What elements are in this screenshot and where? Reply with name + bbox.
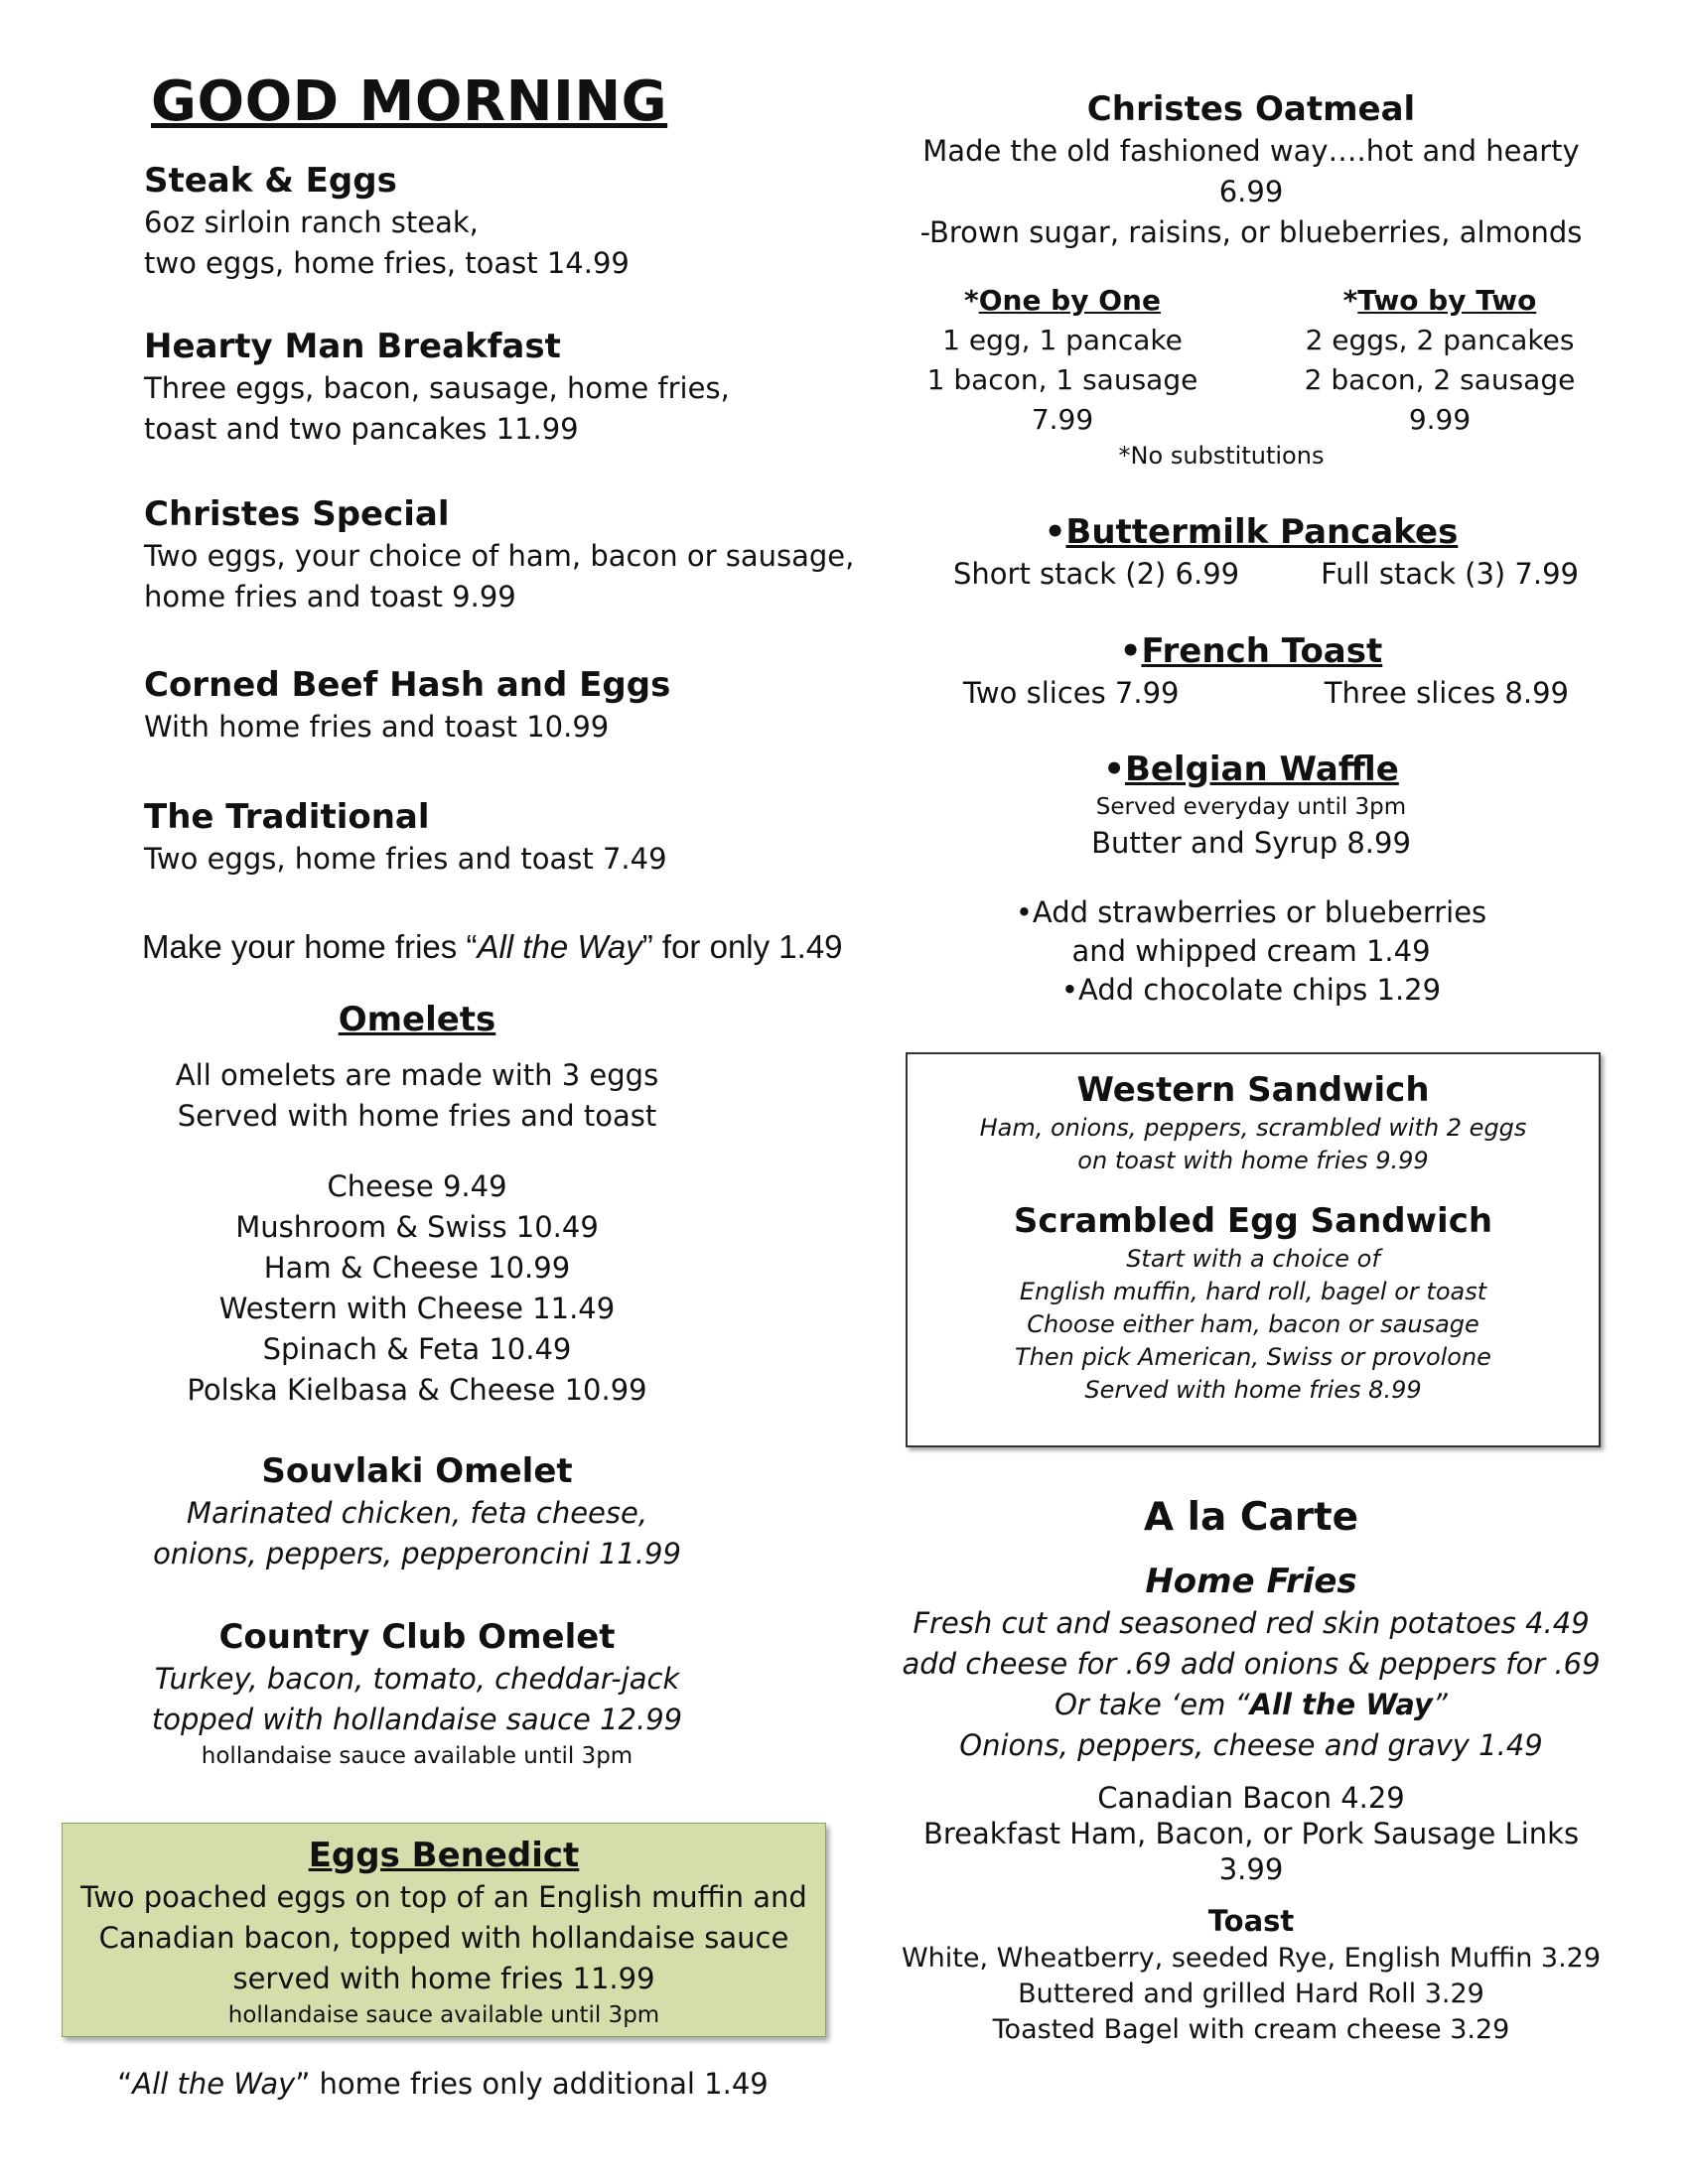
home-fries-line: add cheese for .69 add onions & peppers for .69 [902,1647,1601,1681]
item-line: Marinated chicken, feta cheese, [186,1496,648,1530]
omelets-section [139,998,695,1411]
item-line: Two eggs, your choice of ham, bacon or sausage, [144,539,855,573]
item-line: With home fries and toast 10.99 [144,710,610,744]
combo-two-by-two: *Two by Two 2 eggs, 2 pancakes 2 bacon, 2 sausage 9.99 [1271,281,1609,440]
item-name: The Traditional [144,797,430,837]
item-name: Hearty Man Breakfast [144,327,561,366]
sandwich-line: English muffin, hard roll, bagel or toast [1019,1278,1487,1305]
item-name: Corned Beef Hash and Eggs [144,665,671,705]
hollandaise-note: hollandaise sauce available until 3pm [201,1743,633,1769]
item-name: Christes Oatmeal [1086,89,1416,129]
omelets-heading: Omelets [338,1000,496,1039]
hollandaise-note: hollandaise sauce available until 3pm [227,2002,660,2028]
souvlaki-omelet [139,1449,695,1574]
home-fries-line: Fresh cut and seasoned red skin potatoes 4.49 [913,1606,1590,1640]
meat-line: Breakfast Ham, Bacon, or Pork Sausage Links 3.99 [922,1817,1580,1886]
eggs-benedict-title: Eggs Benedict [308,1836,580,1875]
combo-line: 2 bacon, 2 sausage [1304,363,1576,396]
waffle-note: Served everyday until 3pm [1095,794,1407,820]
item-name: Belgian Waffle [1124,750,1399,789]
benedict-line: Canadian bacon, topped with hollandaise sauce [98,1921,789,1955]
eggs-benedict-box [62,1823,826,2037]
sandwich-line: Served with home fries 8.99 [1084,1376,1422,1404]
addon-line: •Add chocolate chips 1.29 [1060,973,1442,1007]
sandwich-line: Start with a choice of [1126,1245,1380,1273]
country-club-omelet [139,1615,695,1772]
combo-name: One by One [978,284,1161,317]
combos-section [894,281,1609,472]
item-name: Buttermilk Pancakes [1065,512,1459,552]
menu-item-hearty-man [144,325,839,450]
omelet-option: Mushroom & Swiss 10.49 [235,1210,599,1244]
item-name: Souvlaki Omelet [261,1451,573,1491]
item-line: Made the old fashioned way….hot and hearty 6.99 [922,134,1580,208]
combo-price: 9.99 [1408,403,1472,436]
footer-note: “All the Way” home fries only additional 1.49 [117,2067,769,2101]
item-line: -Brown sugar, raisins, or blueberries, almonds [919,215,1583,249]
addon-line: and whipped cream 1.49 [1071,934,1431,968]
item-name: Christes Special [144,494,450,534]
page-title: GOOD MORNING [151,69,668,134]
item-name: Country Club Omelet [218,1617,616,1657]
combo-line: 1 bacon, 1 sausage [926,363,1198,396]
all-the-way-note: Make your home fries “All the Way” for only 1.49 [142,928,843,965]
toast-line: Toasted Bagel with cream cheese 3.29 [992,2014,1510,2045]
item-line: two eggs, home fries, toast 14.99 [144,246,630,280]
omelet-option: Western with Cheese 11.49 [218,1292,616,1325]
alacarte-section [894,1492,1609,2048]
waffle-section: •Belgian Waffle Served everyday until 3pm Butter and Syrup 8.99 [894,748,1609,864]
item-line: topped with hollandaise sauce 12.99 [151,1703,683,1736]
alacarte-heading: A la Carte [1143,1495,1359,1540]
combo-line: 2 eggs, 2 pancakes [1305,324,1575,356]
french-toast-section: •French Toast Two slices 7.99 Three slices 8.99 [894,629,1609,714]
toast-title: Toast [1207,1904,1295,1938]
item-line: Turkey, bacon, tomato, cheddar-jack [154,1662,680,1696]
western-sandwich-title: Western Sandwich [1076,1070,1430,1110]
addon-line: •Add strawberries or blueberries [1015,895,1487,929]
menu-item-traditional [144,795,839,880]
omelets-intro-line: Served with home fries and toast [177,1099,657,1133]
combo-price: 7.99 [1031,403,1094,436]
item-line: home fries and toast 9.99 [144,580,516,614]
item-line: Two eggs, home fries and toast 7.49 [144,842,667,876]
pancakes-section: •Buttermilk Pancakes Short stack (2) 6.99 Full stack (3) 7.99 [894,510,1609,595]
meat-line: Canadian Bacon 4.29 [1097,1781,1405,1815]
item-line: onions, peppers, pepperoncini 11.99 [153,1537,681,1570]
combo-one-by-one: *One by One 1 egg, 1 pancake 1 bacon, 1 sausage 7.99 [894,281,1231,440]
item-name: French Toast [1141,631,1383,671]
item-line: Three eggs, bacon, sausage, home fries, [144,371,730,405]
french-toast-two: Two slices 7.99 [963,676,1180,710]
combo-name: Two by Two [1357,284,1537,317]
scrambled-sandwich-title: Scrambled Egg Sandwich [1013,1201,1493,1241]
item-name: Steak & Eggs [144,161,397,201]
menu-item-steak-eggs [144,159,839,284]
addons-section [894,893,1609,1010]
sandwich-line: on toast with home fries 9.99 [1077,1147,1429,1174]
sandwich-box [906,1052,1601,1447]
omelet-option: Cheese 9.49 [327,1169,507,1203]
toast-line: Buttered and grilled Hard Roll 3.29 [1018,1979,1484,2009]
omelets-intro-line: All omelets are made with 3 eggs [175,1058,659,1092]
no-substitutions-note: *No substitutions [1118,442,1325,470]
home-fries-line: Or take ‘em “All the Way” [1055,1688,1448,1721]
sandwich-line: Ham, onions, peppers, scrambled with 2 eggs [979,1114,1527,1142]
sandwich-line: Choose either ham, bacon or sausage [1027,1310,1479,1338]
benedict-line: served with home fries 11.99 [232,1962,655,1995]
omelet-option: Spinach & Feta 10.49 [262,1332,572,1366]
benedict-line: Two poached eggs on top of an English muffin and [80,1880,807,1914]
combo-line: 1 egg, 1 pancake [942,324,1183,356]
pancake-full: Full stack (3) 7.99 [1321,557,1579,591]
menu-item-christes-special [144,492,859,617]
oatmeal-section [894,87,1609,253]
menu-item-corned-beef [144,663,839,748]
sandwich-line: Then pick American, Swiss or provolone [1015,1343,1491,1371]
omelet-option: Ham & Cheese 10.99 [263,1251,571,1285]
waffle-line: Butter and Syrup 8.99 [1091,826,1411,860]
home-fries-line: Onions, peppers, cheese and gravy 1.49 [959,1728,1543,1762]
french-toast-three: Three slices 8.99 [1324,676,1569,710]
omelet-option: Polska Kielbasa & Cheese 10.99 [187,1373,647,1407]
item-line: toast and two pancakes 11.99 [144,412,579,446]
toast-line: White, Wheatberry, seeded Rye, English Muffin 3.29 [901,1943,1602,1974]
item-line: 6oz sirloin ranch steak, [144,205,479,239]
home-fries-title: Home Fries [1145,1562,1357,1601]
pancake-short: Short stack (2) 6.99 [953,557,1240,591]
